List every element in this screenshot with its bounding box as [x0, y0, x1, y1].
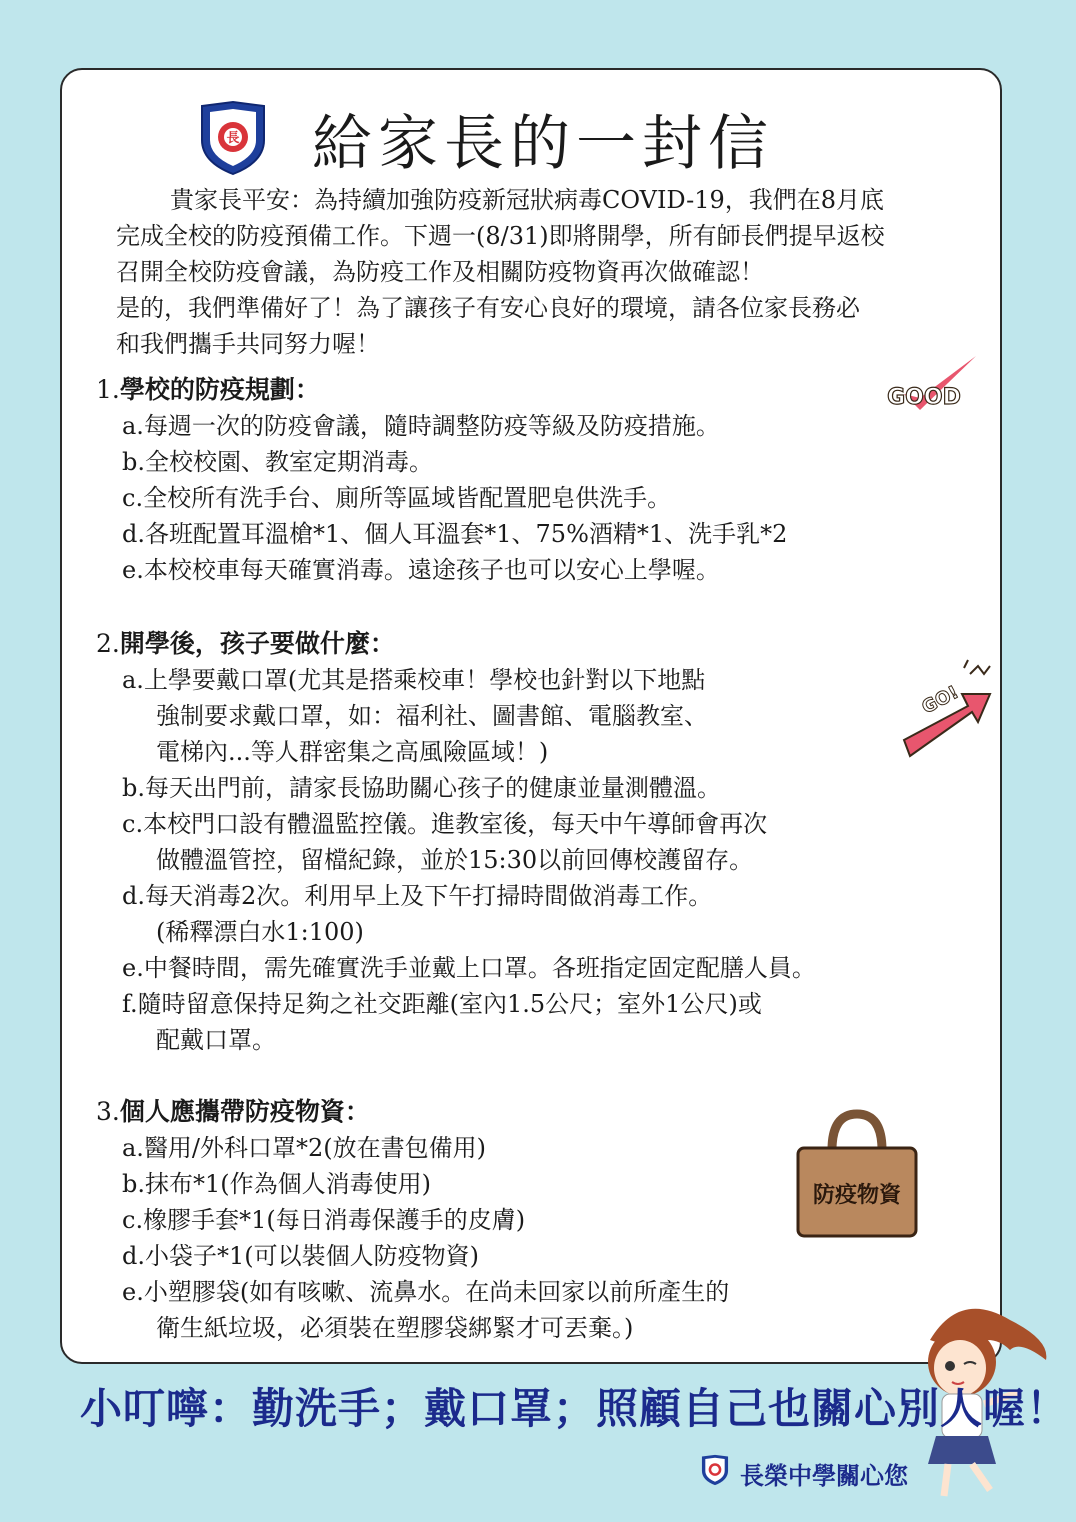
bag-label: 防疫物資 — [812, 1183, 902, 1208]
list-item — [122, 444, 433, 480]
list-item — [122, 986, 762, 1058]
list-item — [122, 1274, 729, 1346]
letter-title: 給家長的一封信 — [312, 109, 774, 179]
list-item — [122, 770, 721, 806]
list-item — [122, 1202, 525, 1238]
list-item — [122, 408, 720, 444]
footer-reminder: 小叮嚀：勤洗手；戴口罩；照顧自己也關心別人喔！ — [80, 1384, 1070, 1433]
list-item — [122, 1130, 486, 1166]
list-item — [122, 806, 767, 878]
section-heading — [96, 1094, 370, 1130]
intro-line: 召開全校防疫會議，為防疫工作及相關防疫物資再次做確認！ — [116, 258, 764, 286]
go-text: GO! — [918, 681, 963, 719]
section-number: 3. — [96, 1097, 120, 1126]
supplies-bag-sticker — [792, 1106, 922, 1242]
item-text-cont: 配戴口罩。 — [156, 1026, 276, 1054]
svg-text:長: 長 — [226, 131, 240, 146]
section-heading — [96, 372, 320, 408]
item-text: c.橡膠手套*1(每日消毒保護手的皮膚) — [122, 1206, 526, 1234]
item-text: e.小塑膠袋(如有咳嗽、流鼻水。在尚未回家以前所產生的 — [122, 1278, 730, 1306]
item-text: a.上學要戴口罩(尤其是搭乘校車！學校也針對以下地點 — [122, 666, 706, 694]
intro-line: 和我們攜手共同努力喔！ — [116, 330, 380, 358]
section-title: 個人應攜帶防疫物資： — [119, 1097, 370, 1126]
item-text: d.各班配置耳溫槍*1、個人耳溫套*1、75%酒精*1、洗手乳*2 — [122, 520, 788, 548]
intro-paragraph — [116, 182, 976, 362]
item-text: f.隨時留意保持足夠之社交距離(室內1.5公尺；室外1公尺)或 — [122, 990, 762, 1018]
good-check-sticker — [874, 352, 978, 424]
item-text: b.每天出門前，請家長協助關心孩子的健康並量測體溫。 — [122, 774, 721, 802]
intro-line: 是的，我們準備好了！為了讓孩子有安心良好的環境，請各位家長務必 — [116, 294, 860, 322]
intro-line: 完成全校的防疫預備工作。下週一(8/31)即將開學，所有師長們提早返校 — [116, 222, 885, 250]
list-item — [122, 950, 816, 986]
school-signature: 長榮中學關心您 — [740, 1462, 908, 1490]
item-text: c.全校所有洗手台、廁所等區域皆配置肥皂供洗手。 — [122, 484, 672, 512]
section-heading — [96, 626, 395, 662]
item-text-cont: 強制要求戴口罩，如：福利社、圖書館、電腦教室、 — [156, 702, 708, 730]
list-item — [122, 662, 708, 770]
item-text: a.醫用/外科口罩*2(放在書包備用) — [122, 1134, 487, 1162]
item-text: d.小袋子*1(可以裝個人防疫物資) — [122, 1242, 479, 1270]
school-shield-logo-small — [700, 1454, 730, 1486]
item-text-cont: 做體溫管控，留檔紀錄，並於15:30以前回傳校護留存。 — [156, 846, 754, 874]
item-text: e.中餐時間，需先確實洗手並戴上口罩。各班指定固定配膳人員。 — [122, 954, 816, 982]
item-text-cont: 電梯內...等人群密集之高風險區域！) — [156, 738, 549, 766]
item-text: b.全校校園、教室定期消毒。 — [122, 448, 433, 476]
list-item — [122, 516, 787, 552]
section-title: 開學後，孩子要做什麼： — [119, 629, 395, 658]
list-item — [122, 878, 712, 950]
item-text: a.每週一次的防疫會議，隨時調整防疫等級及防疫措施。 — [122, 412, 720, 440]
letter-card — [60, 68, 1002, 1364]
item-text: d.每天消毒2次。利用早上及下午打掃時間做消毒工作。 — [122, 882, 713, 910]
section-number: 1. — [96, 375, 120, 404]
item-text: e.本校校車每天確實消毒。遠途孩子也可以安心上學喔。 — [122, 556, 720, 584]
good-text: GOOD — [887, 385, 961, 410]
go-arrow-sticker — [898, 658, 998, 762]
item-text: b.抹布*1(作為個人消毒使用) — [122, 1170, 431, 1198]
list-item — [122, 1166, 431, 1202]
item-text: c.本校門口設有體溫監控儀。進教室後，每天中午導師會再次 — [122, 810, 768, 838]
list-item — [122, 1238, 479, 1274]
school-shield-logo — [198, 100, 268, 176]
section-number: 2. — [96, 629, 120, 658]
item-text-cont: 衛生紙垃圾，必須裝在塑膠袋綁緊才可丟棄。) — [156, 1314, 634, 1342]
list-item — [122, 480, 671, 516]
item-text-cont: (稀釋漂白水1:100) — [156, 918, 364, 946]
section-title: 學校的防疫規劃： — [119, 375, 320, 404]
intro-line: 貴家長平安：為持續加強防疫新冠狀病毒COVID-19，我們在8月底 — [170, 186, 885, 214]
list-item — [122, 552, 720, 588]
